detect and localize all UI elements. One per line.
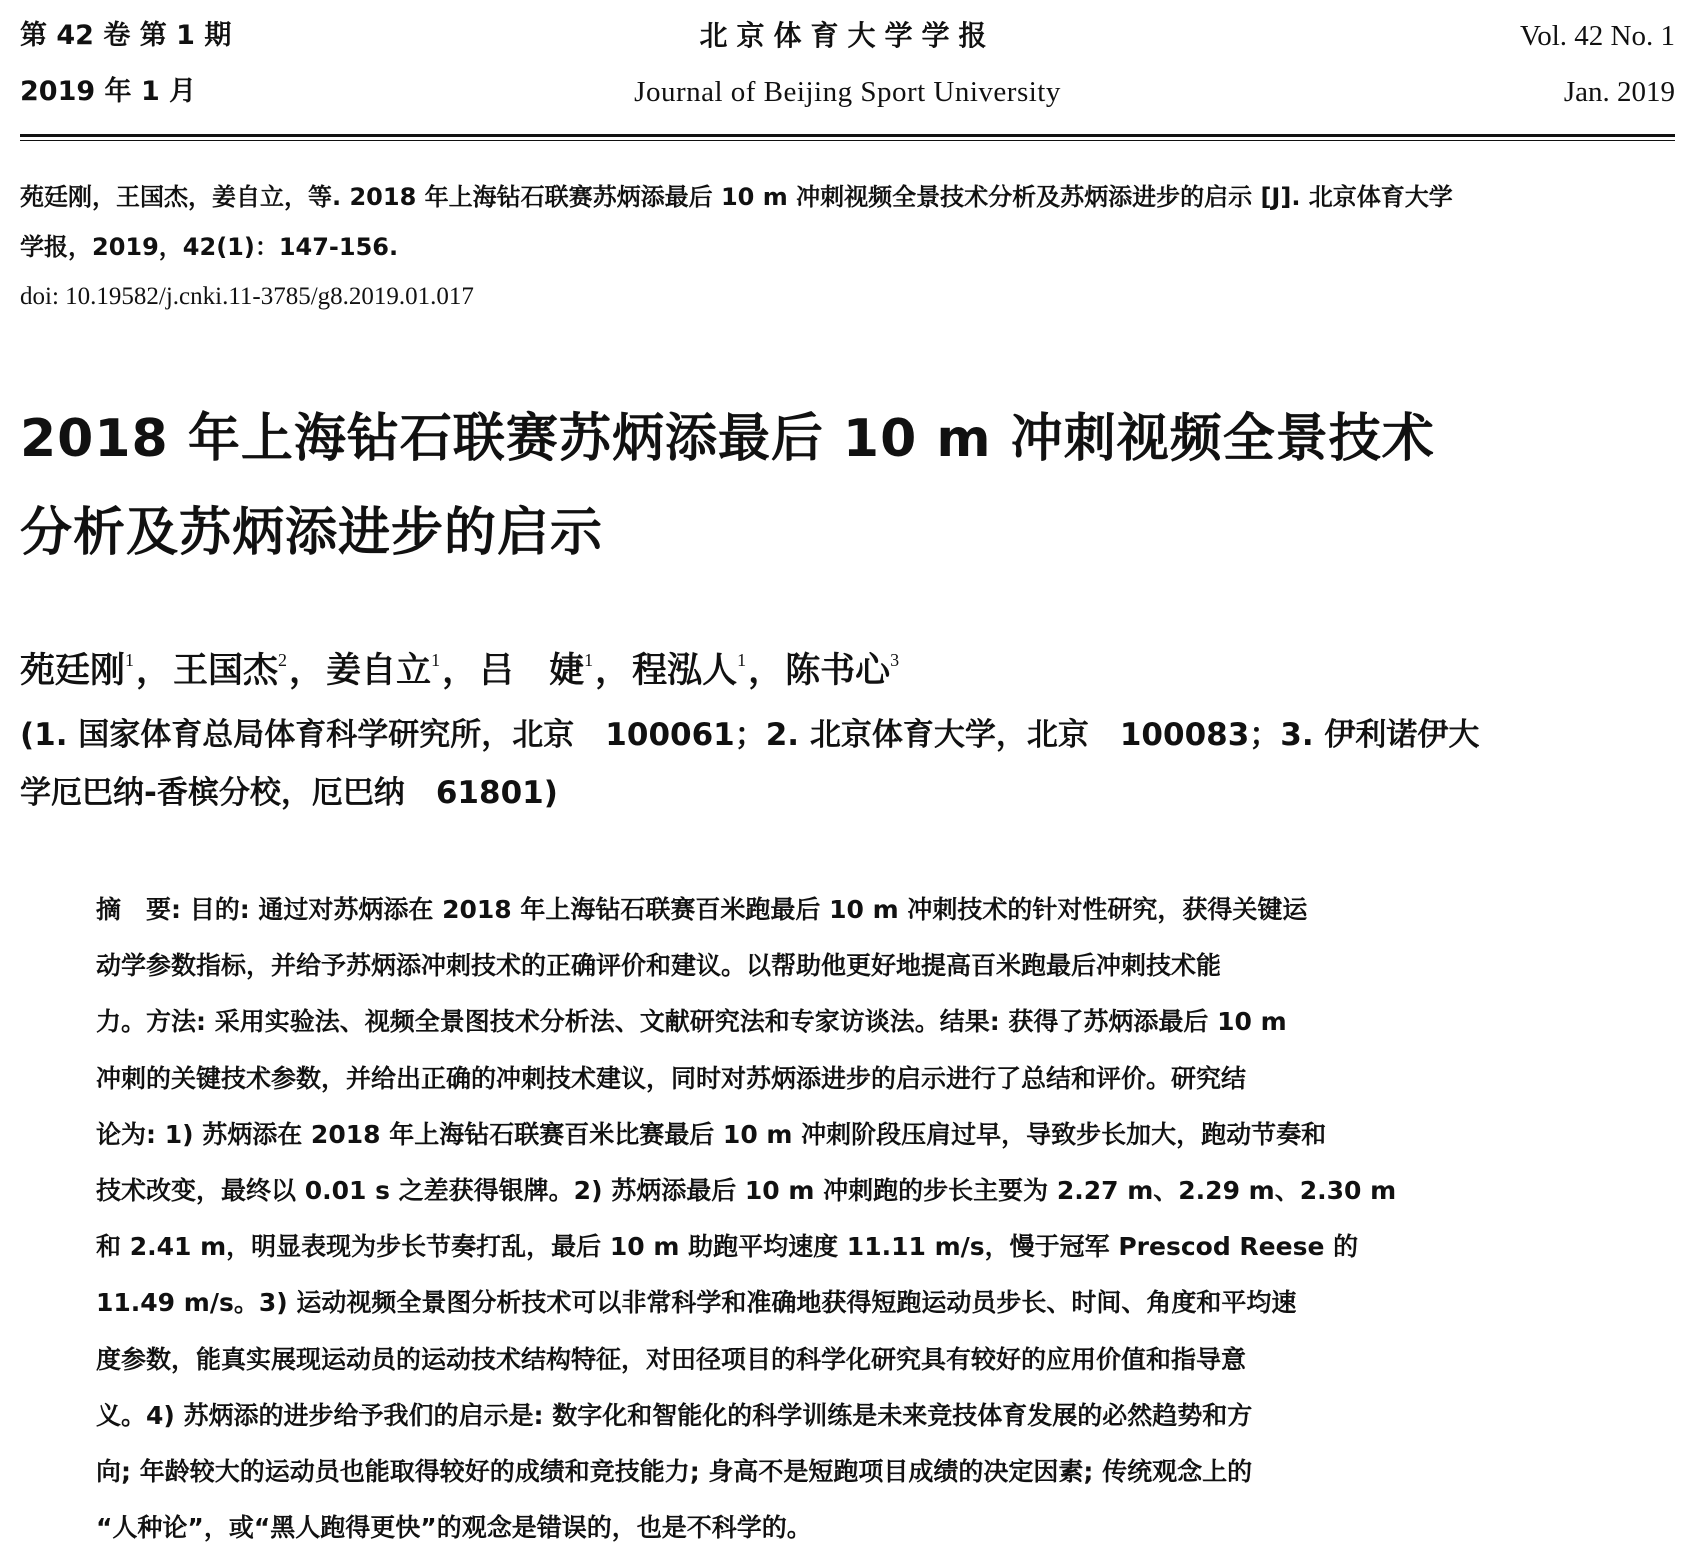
author-affiliation-mark: 2 bbox=[278, 650, 288, 670]
author bbox=[173, 651, 287, 691]
abstract-line: 度参数，能真实展现运动员的运动技术结构特征，对田径项目的科学化研究具有较好的应用价值和指导意 bbox=[96, 1344, 1247, 1374]
abstract-line: 冲刺的关键技术参数，并给出正确的冲刺技术建议，同时对苏炳添进步的启示进行了总结和评价。研究结 bbox=[96, 1063, 1247, 1093]
author-name: 吕 婕 bbox=[479, 651, 585, 691]
abstract-line: 力。方法: 采用实验法、视频全景图技术分析法、文献研究法和专家访谈法。结果: 获得了苏炳添最后 10 m bbox=[96, 1007, 1287, 1037]
author-name: 姜自立 bbox=[326, 651, 432, 691]
author-name: 程泓人 bbox=[632, 651, 738, 691]
issue-info-en bbox=[1520, 8, 1675, 120]
volume-issue-en: Vol. 42 No. 1 bbox=[1520, 20, 1675, 52]
citation-line: 苑廷刚，王国杰，姜自立，等. 2018 年上海钻石联赛苏炳添最后 10 m 冲刺视频全景技术分析及苏炳添进步的启示 [J]. 北京体育大学 bbox=[20, 183, 1453, 211]
abstract-line: 11.49 m/s。3) 运动视频全景图分析技术可以非常科学和准确地获得短跑运动员步长、时间、角度和平均速 bbox=[96, 1288, 1297, 1318]
abstract-line: 向; 年龄较大的运动员也能取得较好的成绩和竞技能力; 身高不是短跑项目成绩的决定因素; 传统观念上的 bbox=[96, 1457, 1253, 1487]
title-line: 分析及苏炳添进步的启示 bbox=[20, 503, 604, 563]
author bbox=[326, 651, 440, 691]
date-cn: 2019 年 1 月 bbox=[20, 76, 197, 107]
affiliations bbox=[20, 706, 1675, 822]
author-name: 苑廷刚 bbox=[20, 651, 126, 691]
author-affiliation-mark: 1 bbox=[737, 650, 747, 670]
paper-title bbox=[20, 392, 1675, 580]
affiliation-line: (1. 国家体育总局体育科学研究所，北京 100061；2. 北京体育大学，北京 100083；3. 伊利诺伊大 bbox=[20, 717, 1480, 753]
header-rule-thin bbox=[20, 140, 1675, 141]
author-affiliation-mark: 1 bbox=[431, 650, 441, 670]
affiliation-line: 学厄巴纳-香槟分校，厄巴纳 61801) bbox=[20, 775, 558, 811]
citation-line: 学报，2019，42(1)：147-156. bbox=[20, 233, 399, 261]
abstract bbox=[96, 882, 1599, 1556]
abstract-line: 义。4) 苏炳添的进步给予我们的启示是: 数字化和智能化的科学训练是未来竞技体育发展的必然趋势和方 bbox=[96, 1400, 1253, 1430]
author-separator: ， bbox=[595, 651, 631, 691]
citation-block bbox=[20, 172, 1675, 272]
abstract-line: “人种论”，或“黑人跑得更快”的观念是错误的，也是不科学的。 bbox=[96, 1513, 812, 1543]
abstract-line bbox=[96, 882, 1599, 938]
abstract-line: 动学参数指标，并给予苏炳添冲刺技术的正确评价和建议。以帮助他更好地提高百米跑最后冲刺技术能 bbox=[96, 951, 1222, 981]
author-name: 陈书心 bbox=[785, 651, 891, 691]
author-list bbox=[20, 632, 899, 699]
abstract-text: 目的: 通过对苏炳添在 2018 年上海钻石联赛百米跑最后 10 m 冲刺技术的针对性研究，获得关键运 bbox=[189, 895, 1308, 924]
author-separator: ， bbox=[748, 651, 784, 691]
author-affiliation-mark: 1 bbox=[584, 650, 594, 670]
title-line: 2018 年上海钻石联赛苏炳添最后 10 m 冲刺视频全景技术 bbox=[20, 409, 1435, 469]
author-name: 王国杰 bbox=[173, 651, 279, 691]
journal-header bbox=[20, 0, 1675, 120]
author-separator: ， bbox=[442, 651, 478, 691]
abstract-line: 技术改变，最终以 0.01 s 之差获得银牌。2) 苏炳添最后 10 m 冲刺跑的步长主要为 2.27 m、2.29 m、2.30 m bbox=[96, 1176, 1397, 1206]
abstract-label: 摘 要: bbox=[96, 895, 181, 924]
doi: doi: 10.19582/j.cnki.11-3785/g8.2019.01.017 bbox=[20, 283, 474, 310]
author-affiliation-mark: 3 bbox=[890, 650, 900, 670]
volume-issue-cn: 第 42 卷 第 1 期 bbox=[20, 20, 232, 51]
author bbox=[479, 651, 593, 691]
journal-name-en: Journal of Beijing Sport University bbox=[634, 76, 1061, 108]
abstract-line: 论为: 1) 苏炳添在 2018 年上海钻石联赛百米比赛最后 10 m 冲刺阶段压肩过早，导致步长加大，跑动节奏和 bbox=[96, 1119, 1327, 1149]
author-separator: ， bbox=[136, 651, 172, 691]
journal-name bbox=[20, 8, 1675, 120]
author bbox=[20, 651, 134, 691]
header-rule-thick bbox=[20, 134, 1675, 137]
journal-name-cn: 北京体育大学学报 bbox=[699, 19, 996, 52]
author-separator: ， bbox=[289, 651, 325, 691]
author-affiliation-mark: 1 bbox=[125, 650, 135, 670]
author bbox=[785, 651, 899, 691]
abstract-line: 和 2.41 m，明显表现为步长节奏打乱，最后 10 m 助跑平均速度 11.11 m/s，慢于冠军 Prescod Reese 的 bbox=[96, 1232, 1359, 1262]
author bbox=[632, 651, 746, 691]
date-en: Jan. 2019 bbox=[1563, 76, 1675, 108]
